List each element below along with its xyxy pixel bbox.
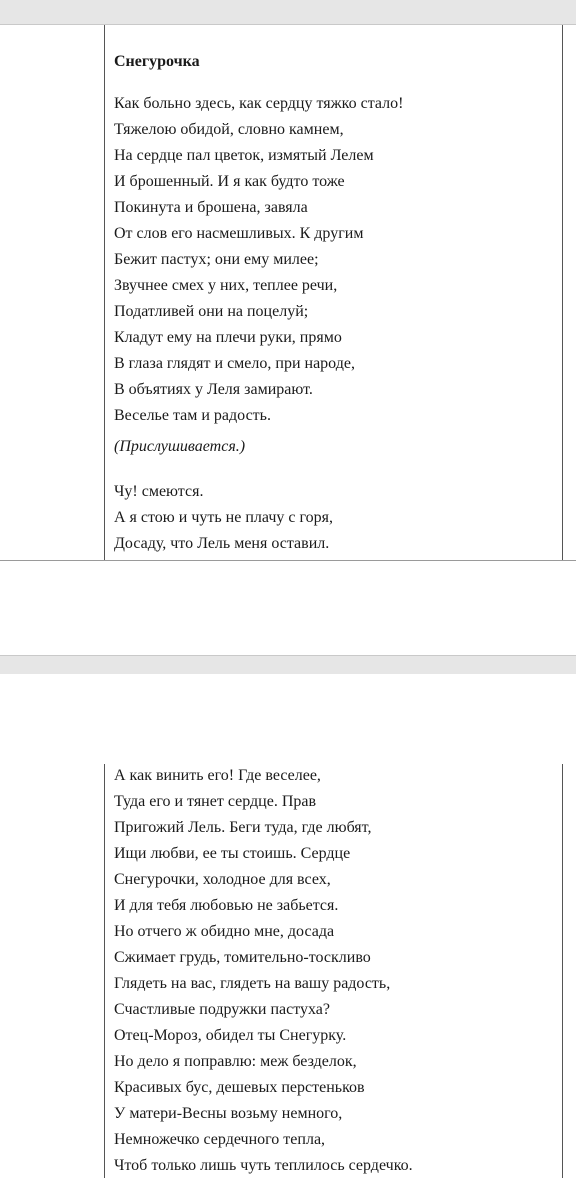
poem-line: Красивых бус, дешевых перстеньков [114,1079,365,1096]
poem-line: Звучнее смех у них, теплее речи, [114,277,338,294]
stage-direction: (Прислушивается.) [114,438,246,455]
poem-line: И брошенный. И я как будто тоже [114,173,345,190]
table-border-left [104,25,105,560]
poem-line: И для тебя любовью не забьется. [114,897,339,914]
poem-line: У матери-Весны возьму немного, [114,1105,343,1122]
poem-line: Глядеть на вас, глядеть на вашу радость, [114,975,391,992]
poem-line: Немножечко сердечного тепла, [114,1131,326,1148]
poem-line: Снегурочки, холодное для всех, [114,871,331,888]
table-border-right [562,764,563,1178]
poem-line: На сердце пал цветок, измятый Лелем [114,147,374,164]
poem-stanza-2 [114,479,556,557]
poem-line: От слов его насмешливых. К другим [114,225,364,242]
poem-line: В глаза глядят и смело, при народе, [114,355,355,372]
poem-line: Как больно здесь, как сердцу тяжко стало! [114,95,404,112]
poem-line: Счастливые подружки пастуха? [114,1001,331,1018]
poem-line: Тяжелою обидой, словно камнем, [114,121,344,138]
poem-line: Туда его и тянет сердце. Прав [114,793,317,810]
poem-line: А как винить его! Где веселее, [114,767,321,784]
poem-line: Ищи любви, ее ты стоишь. Сердце [114,845,351,862]
poem-stanza-1 [114,91,556,429]
poem-line: А я стою и чуть не плачу с горя, [114,509,333,526]
page-gap-middle [0,655,576,675]
table-border-right [562,25,563,560]
poem-line: Отец-Мороз, обидел ты Снегурку. [114,1027,347,1044]
document-page-2 [0,674,576,1178]
poem-line: Пригожий Лель. Беги туда, где любят, [114,819,372,836]
poem-line: Покинута и брошена, завяла [114,199,308,216]
poem-line: Досаду, что Лель меня оставил. [114,535,330,552]
poem-stanza-3 [114,763,556,1179]
poem-line: Чтоб только лишь чуть теплилось сердечко. [114,1157,413,1174]
poem-line: Бежит пастух; они ему милее; [114,251,319,268]
page-gap-top [0,0,576,25]
poem-line: Но отчего ж обидно мне, досада [114,923,335,940]
table-border-left [104,764,105,1178]
document-page-1 [0,25,576,561]
poem-line: Но дело я поправлю: меж безделок, [114,1053,357,1070]
poem-line: Податливей они на поцелуй; [114,303,309,320]
poem-line: Сжимает грудь, томительно-тоскливо [114,949,371,966]
poem-line: В объятиях у Леля замирают. [114,381,313,398]
poem-line: Чу! смеются. [114,483,204,500]
poem-line: Веселье там и радость. [114,407,271,424]
poem-title: Снегурочка [114,53,200,70]
poem-line: Кладут ему на плечи руки, прямо [114,329,342,346]
